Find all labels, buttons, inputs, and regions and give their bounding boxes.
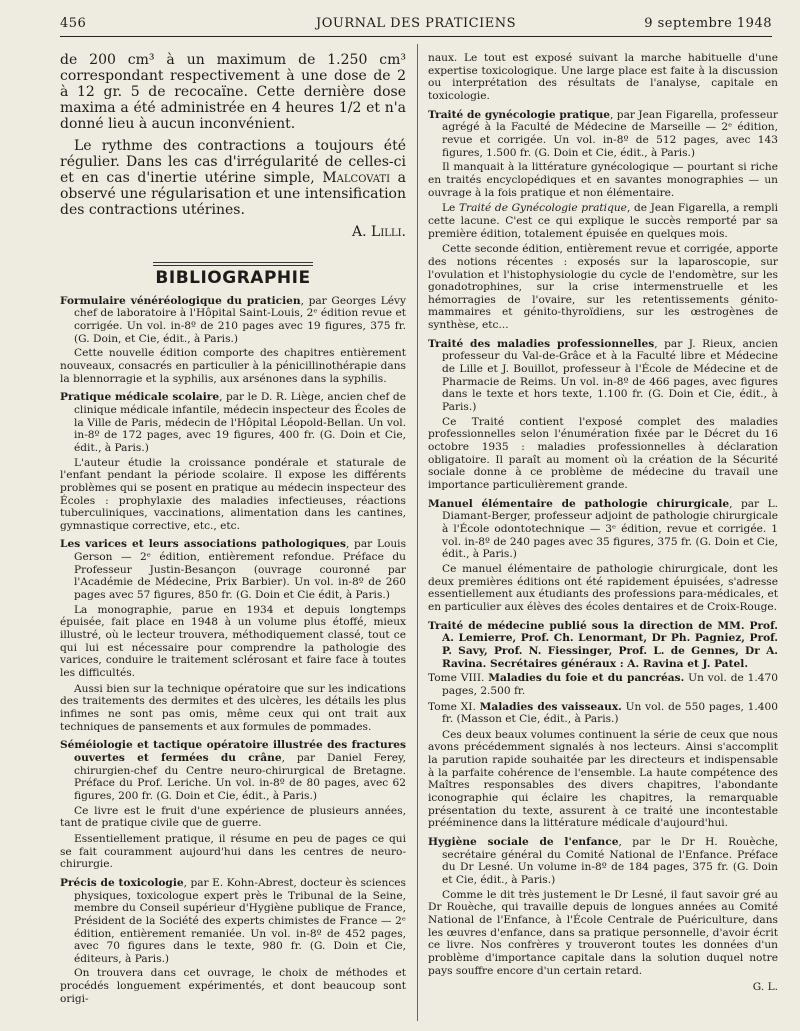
- book-title: Pratique médicale scolaire: [60, 391, 220, 404]
- bibliography-entry: Traité des maladies professionnelles, par J. Rieux, ancien professeur du Val-de-Grâce et à la Faculté libre et Médecine de Lille et J. Bouillot, professeur à l'École de Médecine et de Pharmacie de Reims. Un vol. in-8º de 466 pages, avec figures dans le texte et hors texte, 1.100 fr. (G. Doin et Cie, édit., à Paris.): [428, 337, 778, 414]
- bibliography-entry: Manuel élémentaire de pathologie chirurgicale, par L. Diamant-Berger, professeur adjoint de pathologie chirurgicale à l'École odontotechnique — 3ᵉ édition, revue et corrigée. 1 vol. in-8º de 240 pages avec 35 figures, 375 fr. (G. Doin et Cie, édit., à Paris.): [428, 497, 778, 561]
- book-review: Essentiellement pratique, il résume en peu de pages ce qui se fait couramment aujourd'hui dans les centres de neuro-chirurgie.: [60, 832, 406, 871]
- book-review: Ce Traité contient l'exposé complet des maladies professionnelles selon l'énumération fixée par le Décret du 16 octobre 1935 : maladies professionnelles à déclaration obligatoire. Il paraît au moment où la création de la Sécurité sociale donne à ce problème de médecine du travail une importance particulièrement grande.: [428, 415, 778, 491]
- book-title: Précis de toxicologie: [60, 876, 184, 889]
- bibliography-entry: Précis de toxicologie, par E. Kohn-Abrest, docteur ès sciences physiques, toxicologue expert près le Tribunal de la Seine, membre du Conseil supérieur d'Hygiène publique de France, Président de la Société des experts chimistes de France — 2ᵉ édition, entièrement remaniée. Un vol. in-8º de 452 pages, avec 70 figures dans le texte, 980 fr. (G. Doin et Cie, éditeurs, à Paris.): [60, 876, 406, 965]
- book-title: Traité des maladies professionnelles: [428, 337, 655, 350]
- journal-title: JOURNAL DES PRATICIENS: [316, 16, 516, 31]
- book-review: Il manquait à la littérature gynécologique — pourtant si riche en traités encyclopédiques et en savantes monographies — un ouvrage à la fois pratique et non élémentaire.: [428, 161, 778, 199]
- article-signature: A. Lilli.: [352, 224, 406, 240]
- book-review: Comme le dit très justement le Dr Lesné, il faut savoir gré au Dr Rouèche, qui travaille depuis de longues années au Comité National de l'Enfance, à l'École Centrale de Puériculture, dans les œuvres d'enfance, dans sa pratique personnelle, d'avoir écrit ce livre. Nos confrères y trouveront toutes les données d'un problème d'importance capitale dans la solution duquel notre pays souffre encore d'un certain retard.: [428, 888, 778, 977]
- book-review: Ce manuel élémentaire de pathologie chirurgicale, dont les deux premières éditions ont été rapidement épuisées, s'adresse essentiellement aux étudiants des professions para-médicales, et en particulier aux élèves des écoles dentaires et de Croix-Rouge.: [428, 562, 778, 613]
- section-rule: [153, 262, 313, 266]
- bibliography-entry: Pratique médicale scolaire, par le D. R. Liège, ancien chef de clinique médicale infantile, médecin inspecteur des Écoles de la Ville de Paris, médecin de l'Hôpital Léopold-Bellan. Un vol. in-8º de 172 pages, avec 19 figures, 400 fr. (G. Doin et Cie, édit., à Paris.): [60, 391, 406, 454]
- issue-date: 9 septembre 1948: [644, 16, 772, 31]
- bibliography-entry: Traité de gynécologie pratique, par Jean Figarella, professeur agrégé à la Faculté de Médecine de Marseille — 2ᵉ édition, revue et corrigée. Un vol. in-8º de 512 pages, avec 143 figures, 1.500 fr. (G. Doin et Cie, édit., à Paris.): [428, 108, 778, 159]
- book-title: Séméiologie et tactique opératoire illustrée des fractures ouvertes et fermées du crâne: [60, 739, 406, 764]
- book-title: Traité de médecine publié sous la direction de MM. Prof. A. Lemierre, Prof. Ch. Lenormant, Dr Ph. Pagniez, Prof. P. Savy, Prof. N. Fiessinger, Prof. L. de Gennes, Dr A. Ravina. Secrétaires généraux : A. Ravina et J. Patel.: [428, 619, 778, 670]
- left-column: [60, 52, 406, 1008]
- page-number: 456: [60, 16, 87, 31]
- page-header: [60, 12, 772, 36]
- book-review: naux. Le tout est exposé suivant la marche habituelle d'une expertise toxicologique. Une large place est faite à la discussion ou interprétation des résultats de l'analyse, capitale en toxicologie.: [428, 52, 778, 102]
- review-signature: G. L.: [752, 981, 778, 994]
- book-title: Les varices et leurs associations pathologiques: [60, 538, 346, 551]
- book-review: L'auteur étudie la croissance pondérale et staturale de l'enfant pendant la période scolaire. Il expose les différents problèmes qui se posent en pratique au médecin inspecteur des Écoles : prophylaxie des maladies infectieuses, réactions tuberculiniques, vaccinations, alimentation dans les cantines, gymnastique corrective, etc., etc.: [60, 456, 406, 532]
- book-review: Ce livre est le fruit d'une expérience de plusieurs années, tant de pratique civile que de guerre.: [60, 804, 406, 830]
- book-title: Manuel élémentaire de pathologie chirurgicale: [428, 497, 730, 510]
- book-review: Ces deux beaux volumes continuent la série de ceux que nous avons précédemment signalés à nos lecteurs. Ainsi s'accomplit la parution rapide souhaitée par les directeurs et indispensable à la parfaite cohérence de l'ensemble. La haute compétence des Maîtres responsables des divers chapitres, l'abondante iconographie qui éclaire les chapitres, la remarquable présentation du texte, assurent à ce traité une incontestable prééminence dans la littérature médicale d'aujourd'hui.: [428, 728, 778, 830]
- article-end-paragraph: Le rythme des contractions a toujours été régulier. Dans les cas d'irrégularité de celles-ci et en cas d'inertie utérine simple, Malcovati a observé une régularisation et une intensification des contractions utérines.: [60, 138, 407, 218]
- bibliography-entry: Hygiène sociale de l'enfance, par le Dr H. Rouèche, secrétaire général du Comité National de l'Enfance. Préface du Dr Lesné. Un volume in-8º de 184 pages, 375 fr. (G. Doin et Cie, édit., à Paris.): [428, 836, 778, 887]
- volume-entry: Tome XI. Maladies des vaisseaux. Un vol. de 550 pages, 1.400 fr. (Masson et Cie, édit., à Paris.): [428, 700, 778, 726]
- book-review: La monographie, parue en 1934 et depuis longtemps épuisée, fait place en 1948 à un volume plus étoffé, mieux illustré, où le lecteur trouvera, méthodiquement classé, tout ce qui lui est nécessaire pour comprendre la pathologie des varices, conduire le traitement sclérosant et faire face à toutes les difficultés.: [60, 603, 406, 680]
- book-title: Formulaire vénéréologique du praticien: [60, 294, 301, 307]
- book-review: Le Traité de Gynécologie pratique, de Jean Figarella, a rempli cette lacune. C'est ce qui explique le succès remporté par sa première édition, totalement épuisée en quelques mois.: [428, 202, 779, 240]
- book-review: On trouvera dans cet ouvrage, le choix de méthodes et procédés longuement expérimentés, et dont beaucoup sont origi-: [60, 967, 406, 1005]
- header-rule: [60, 36, 772, 37]
- bibliography-entry: Les varices et leurs associations pathologiques, par Louis Gerson — 2ᵉ édition, entièrement refondue. Préface du Professeur Justin-Besançon (ouvrage couronné par l'Académie de Médecine, Prix Barbier). Un vol. in-8º de 260 pages avec 57 figures, 850 fr. (G. Doin et Cie édit, à Paris.): [60, 538, 407, 602]
- book-title-italic: Traité de Gynécologie pratique: [458, 202, 627, 215]
- right-column: [428, 52, 778, 994]
- article-end-paragraph: de 200 cm³ à un maximum de 1.250 cm³ correspondant respectivement à une dose de 2 à 12 gr. 5 de recocaïne. Cette dernière dose maxima a été administrée en 4 heures 1/2 et n'a donné lieu à aucun inconvénient.: [60, 52, 406, 132]
- book-review: Aussi bien sur la technique opératoire que sur les indications des traitements des dermites et des ulcères, les détails les plus infimes ne sont pas omis, même ceux qui ont trait aux techniques de pansements et aux formules de pommades.: [60, 682, 406, 733]
- section-title: BIBLIOGRAPHIE: [155, 268, 311, 288]
- column-divider: [417, 44, 418, 1021]
- book-review: Cette seconde édition, entièrement revue et corrigée, apporte des notions récentes : exposés sur la laparoscopie, sur l'ovulation et l'histophysiologie du cycle de l'endomètre, sur les gonadotrophines, sur la crise intermenstruelle et les hémorragies de l'ovaire, sur les retentissements génito-mammaires et génito-thyroïdiens, sur les œstrogènes de synthèse, etc...: [428, 243, 778, 332]
- volume-entry: Tome VIII. Maladies du foie et du pancréas. Un vol. de 1.470 pages, 2.500 fr.: [428, 672, 779, 697]
- book-title: Hygiène sociale de l'enfance: [428, 836, 619, 849]
- bibliography-entry: Séméiologie et tactique opératoire illustrée des fractures ouvertes et fermées du crâne, par Daniel Ferey, chirurgien-chef du Centre neuro-chirurgical de Bretagne. Préface du Prof. Leriche. Un vol. in-8º de 80 pages, avec 62 figures, 200 fr. (G. Doin et Cie, édit., à Paris.): [60, 739, 406, 802]
- bibliography-entry: Formulaire vénéréologique du praticien, par Georges Lévy chef de laboratoire à l'Hôpital Saint-Louis, 2ᵉ édition revue et corrigée. Un vol. in-8º de 210 pages avec 19 figures, 375 fr. (G. Doin, et Cie, édit., à Paris.): [60, 294, 406, 345]
- bibliography-entry: [428, 620, 778, 671]
- book-review: Cette nouvelle édition comporte des chapitres entièrement nouveaux, consacrés en particulier à la pénicillinothérapie dans la blennorragie et la syphilis, aux arsénones dans la syphilis.: [60, 347, 406, 385]
- author-name: Malcovati: [322, 170, 391, 186]
- book-title: Traité de gynécologie pratique: [428, 108, 611, 121]
